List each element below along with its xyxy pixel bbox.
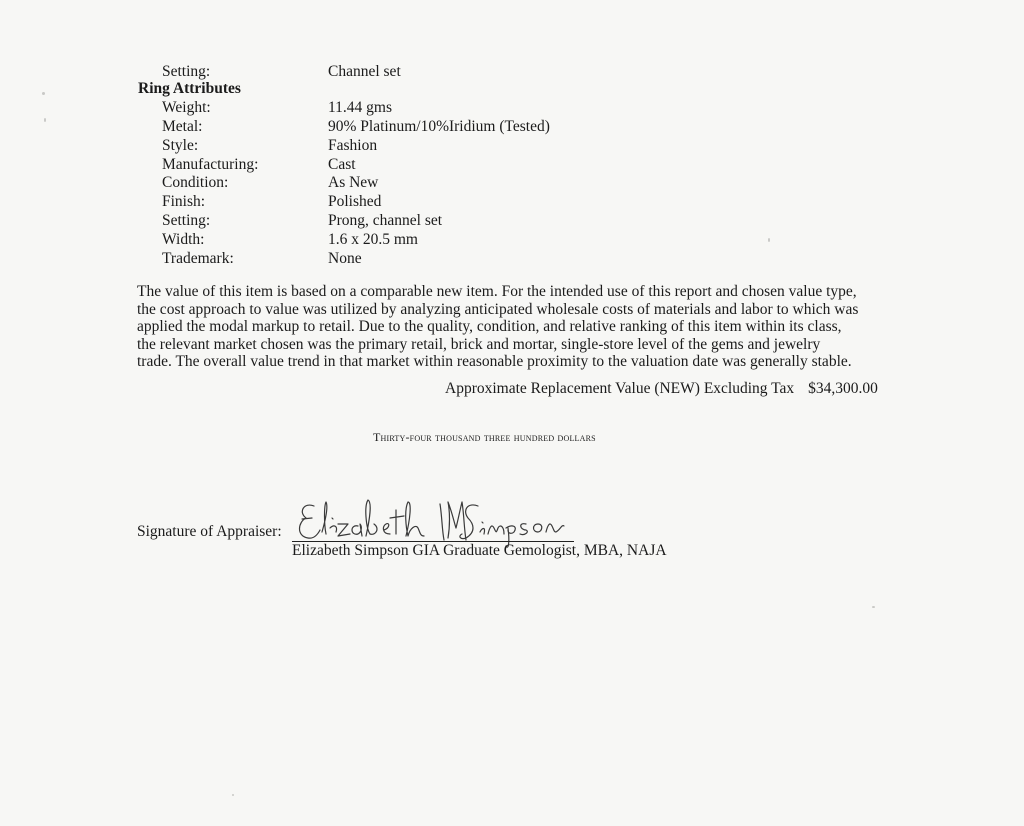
finish-value: Polished	[328, 193, 382, 210]
amount-in-words: Thirty-four thousand three hundred dollars	[373, 430, 596, 444]
manufacturing-label: Manufacturing:	[162, 155, 259, 173]
scan-speck	[42, 92, 45, 95]
width-value: 1.6 x 20.5 mm	[328, 230, 418, 248]
scan-speck	[768, 238, 770, 242]
width-label: Width:	[162, 230, 205, 248]
setting-value: Prong, channel set	[328, 211, 443, 229]
style-label: Style:	[162, 136, 199, 154]
paragraph-line: the relevant market chosen was the primary retail, brick and mortar, single-store level of the gems and jewelry	[137, 335, 821, 353]
replacement-value-line	[445, 380, 878, 398]
metal-value: 90% Platinum/10%Iridium (Tested)	[328, 117, 550, 135]
manufacturing-value: Cast	[328, 155, 356, 173]
replacement-value-label: Approximate Replacement Value (NEW) Excluding Tax	[445, 380, 795, 397]
scan-speck	[44, 118, 46, 122]
paragraph-line: applied the modal markup to retail. Due to the quality, condition, and relative ranking of this item within its class,	[137, 318, 842, 336]
condition-value: As New	[328, 174, 379, 191]
weight-label: Weight:	[162, 99, 211, 116]
signature-label: Signature of Appraiser:	[137, 523, 282, 540]
paragraph-line: trade. The overall value trend in that market within reasonable proximity to the valuation date was generally stable.	[137, 353, 852, 371]
finish-label: Finish:	[162, 193, 206, 210]
replacement-value-amount: $34,300.00	[808, 380, 878, 397]
trademark-label: Trademark:	[162, 249, 234, 267]
setting-label-top: Setting:	[162, 63, 211, 80]
trademark-value: None	[328, 249, 362, 267]
metal-label: Metal:	[162, 117, 203, 135]
ring-attributes-heading: Ring Attributes	[138, 80, 241, 97]
weight-value: 11.44 gms	[328, 99, 393, 116]
condition-label: Condition:	[162, 174, 229, 191]
setting-value-top: Channel set	[328, 63, 401, 80]
paragraph-line: The value of this item is based on a comparable new item. For the intended use of this report and chosen value type,	[137, 283, 857, 300]
appraiser-name: Elizabeth Simpson GIA Graduate Gemologist, MBA, NAJA	[292, 542, 667, 559]
scan-speck	[232, 794, 234, 796]
valuation-paragraph	[137, 283, 907, 371]
style-value: Fashion	[328, 136, 378, 154]
paragraph-line: the cost approach to value was utilized by analyzing anticipated wholesale costs of materials and labor to which was	[137, 300, 859, 318]
scan-speck	[872, 606, 875, 608]
setting-label: Setting:	[162, 211, 211, 229]
handwritten-signature	[292, 488, 582, 548]
